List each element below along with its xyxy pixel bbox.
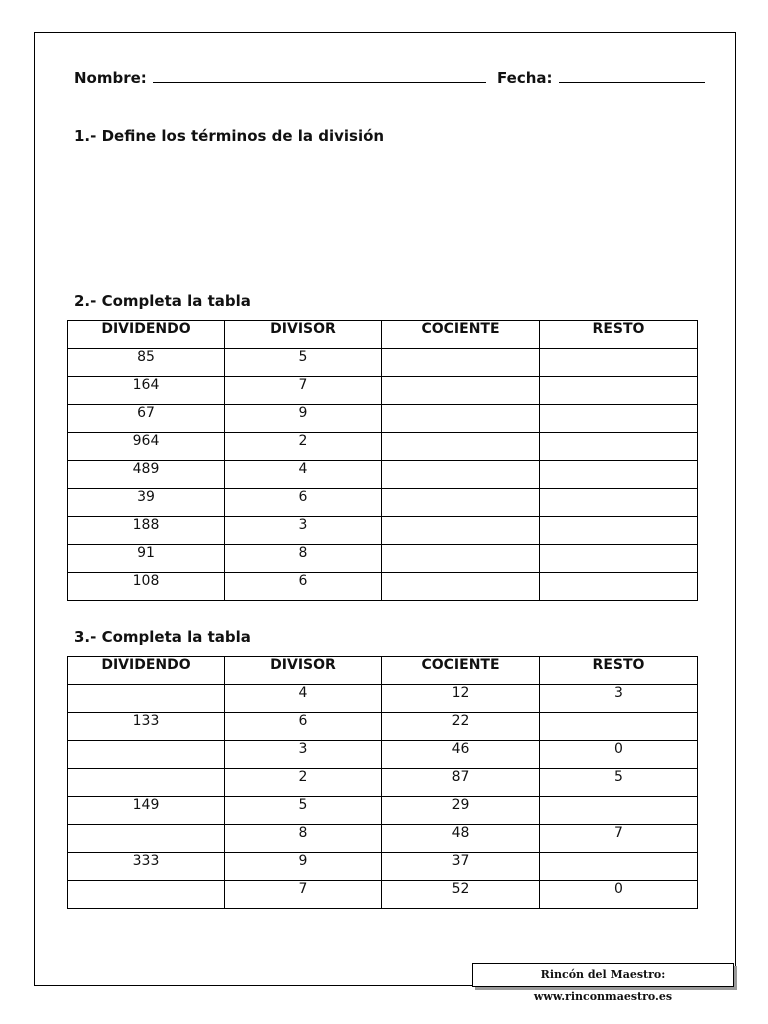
footer-credit: Rincón del Maestro: www.rinconmaestro.es (472, 963, 734, 987)
dividendo-cell (68, 685, 225, 713)
divisor-cell: 8 (225, 825, 382, 853)
cociente-cell (382, 545, 540, 573)
resto-cell (540, 517, 698, 545)
dividendo-cell (68, 741, 225, 769)
cociente-cell (382, 461, 540, 489)
cociente-cell (382, 377, 540, 405)
column-header-resto: RESTO (540, 321, 698, 349)
dividendo-cell: 85 (68, 349, 225, 377)
resto-cell: 0 (540, 741, 698, 769)
table-row (68, 685, 698, 713)
date-blank-line (559, 68, 705, 83)
table-row (68, 461, 698, 489)
cociente-cell (382, 573, 540, 601)
column-header-divisor: DIVISOR (225, 657, 382, 685)
resto-cell (540, 461, 698, 489)
dividendo-cell: 91 (68, 545, 225, 573)
divisor-cell: 6 (225, 573, 382, 601)
table-row (68, 573, 698, 601)
dividendo-cell: 39 (68, 489, 225, 517)
dividendo-cell (68, 769, 225, 797)
cociente-cell (382, 433, 540, 461)
resto-cell (540, 489, 698, 517)
resto-cell (540, 713, 698, 741)
date-label: Fecha: (497, 69, 553, 87)
table-row (68, 825, 698, 853)
divisor-cell: 3 (225, 741, 382, 769)
divisor-cell: 7 (225, 881, 382, 909)
table-question-2 (67, 320, 698, 601)
resto-cell (540, 545, 698, 573)
divisor-cell: 9 (225, 405, 382, 433)
table-header-row (68, 321, 698, 349)
divisor-cell: 5 (225, 349, 382, 377)
dividendo-cell: 964 (68, 433, 225, 461)
dividendo-cell: 149 (68, 797, 225, 825)
header-line (74, 68, 705, 87)
column-header-divisor: DIVISOR (225, 321, 382, 349)
resto-cell (540, 405, 698, 433)
dividendo-cell: 188 (68, 517, 225, 545)
question-2-title: 2.- Completa la tabla (74, 292, 251, 310)
column-header-cociente: COCIENTE (382, 321, 540, 349)
dividendo-cell: 67 (68, 405, 225, 433)
divisor-cell: 4 (225, 685, 382, 713)
dividendo-cell: 164 (68, 377, 225, 405)
resto-cell: 7 (540, 825, 698, 853)
resto-cell (540, 573, 698, 601)
column-header-dividendo: DIVIDENDO (68, 657, 225, 685)
table-row (68, 349, 698, 377)
resto-cell (540, 433, 698, 461)
cociente-cell: 46 (382, 741, 540, 769)
resto-cell (540, 349, 698, 377)
table-row (68, 489, 698, 517)
table-header-row (68, 657, 698, 685)
question-1-title: 1.- Define los términos de la división (74, 127, 385, 145)
dividendo-cell: 133 (68, 713, 225, 741)
table-row (68, 797, 698, 825)
table-row (68, 405, 698, 433)
column-header-resto: RESTO (540, 657, 698, 685)
cociente-cell: 48 (382, 825, 540, 853)
cociente-cell (382, 517, 540, 545)
cociente-cell: 37 (382, 853, 540, 881)
table-row (68, 881, 698, 909)
table-row (68, 853, 698, 881)
table-row (68, 769, 698, 797)
divisor-cell: 5 (225, 797, 382, 825)
table-question-3 (67, 656, 698, 909)
divisor-cell: 4 (225, 461, 382, 489)
cociente-cell: 22 (382, 713, 540, 741)
resto-cell (540, 797, 698, 825)
divisor-cell: 3 (225, 517, 382, 545)
divisor-cell: 2 (225, 769, 382, 797)
divisor-cell: 9 (225, 853, 382, 881)
name-blank-line (153, 68, 486, 83)
resto-cell: 3 (540, 685, 698, 713)
divisor-cell: 2 (225, 433, 382, 461)
cociente-cell (382, 405, 540, 433)
table-row (68, 377, 698, 405)
resto-cell: 0 (540, 881, 698, 909)
cociente-cell: 52 (382, 881, 540, 909)
dividendo-cell: 489 (68, 461, 225, 489)
divisor-cell: 6 (225, 713, 382, 741)
cociente-cell: 12 (382, 685, 540, 713)
divisor-cell: 7 (225, 377, 382, 405)
column-header-cociente: COCIENTE (382, 657, 540, 685)
cociente-cell: 29 (382, 797, 540, 825)
question-3-title: 3.- Completa la tabla (74, 628, 251, 646)
table-row (68, 433, 698, 461)
dividendo-cell: 333 (68, 853, 225, 881)
column-header-dividendo: DIVIDENDO (68, 321, 225, 349)
resto-cell: 5 (540, 769, 698, 797)
resto-cell (540, 853, 698, 881)
cociente-cell (382, 489, 540, 517)
cociente-cell: 87 (382, 769, 540, 797)
cociente-cell (382, 349, 540, 377)
table-row (68, 545, 698, 573)
dividendo-cell: 108 (68, 573, 225, 601)
divisor-cell: 6 (225, 489, 382, 517)
table-row (68, 741, 698, 769)
dividendo-cell (68, 825, 225, 853)
table-row (68, 517, 698, 545)
dividendo-cell (68, 881, 225, 909)
name-label: Nombre: (74, 69, 147, 87)
table-row (68, 713, 698, 741)
divisor-cell: 8 (225, 545, 382, 573)
resto-cell (540, 377, 698, 405)
